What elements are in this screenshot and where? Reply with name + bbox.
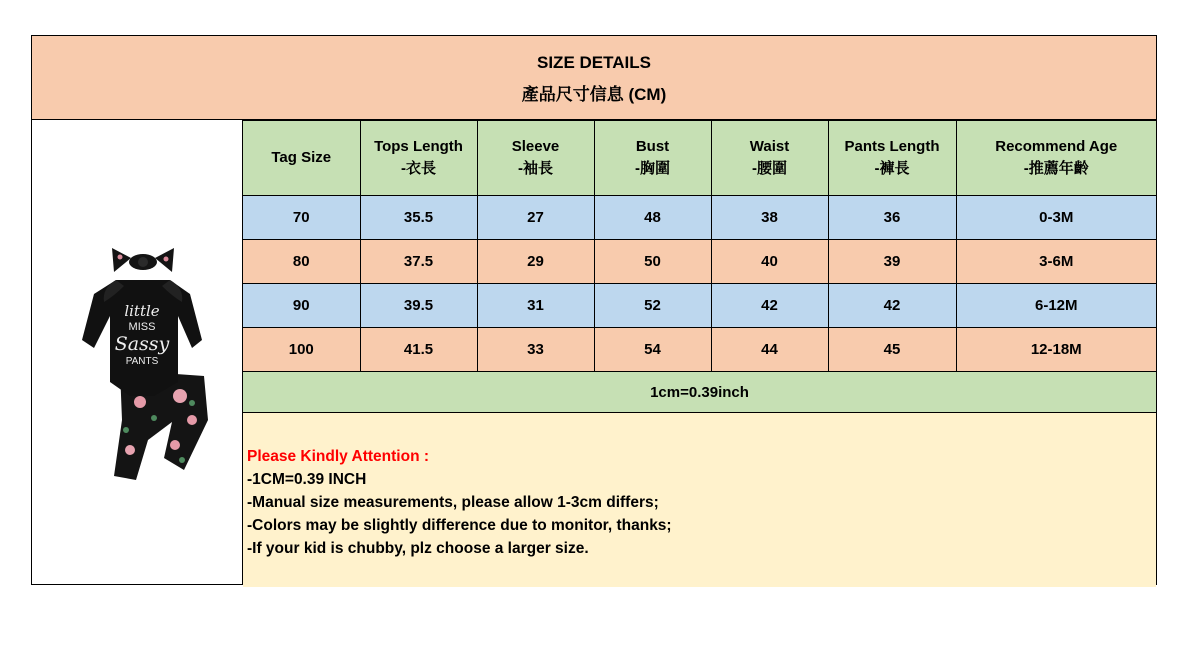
column-header: Pants Length -褲長 bbox=[828, 121, 956, 196]
shirt-text-pants: PANTS bbox=[125, 356, 159, 367]
table-cell: 54 bbox=[594, 328, 711, 372]
note-line: -If your kid is chubby, plz choose a larger size. bbox=[247, 540, 589, 557]
table-cell: 100 bbox=[243, 328, 360, 372]
table-cell: 36 bbox=[828, 196, 956, 240]
table-cell: 27 bbox=[477, 196, 594, 240]
column-header: Recommend Age -推薦年齡 bbox=[956, 121, 1156, 196]
size-chart-frame bbox=[31, 35, 1157, 585]
table-cell: 39 bbox=[828, 240, 956, 284]
table-cell: 44 bbox=[711, 328, 828, 372]
table-cell: 52 bbox=[594, 284, 711, 328]
conversion-row bbox=[243, 372, 1156, 413]
table-cell: 29 bbox=[477, 240, 594, 284]
table-cell: 35.5 bbox=[360, 196, 477, 240]
table-cell: 45 bbox=[828, 328, 956, 372]
column-header: Tag Size bbox=[243, 121, 360, 196]
outfit-illustration bbox=[32, 120, 242, 584]
table-cell: 70 bbox=[243, 196, 360, 240]
column-header: Sleeve -袖長 bbox=[477, 121, 594, 196]
column-header: Tops Length -衣長 bbox=[360, 121, 477, 196]
table-cell: 48 bbox=[594, 196, 711, 240]
table-cell: 50 bbox=[594, 240, 711, 284]
shirt-text-little: little bbox=[124, 302, 160, 320]
table-cell: 12-18M bbox=[956, 328, 1156, 372]
size-table bbox=[243, 120, 1156, 587]
conversion-note: 1cm=0.39inch bbox=[243, 372, 1156, 413]
product-image bbox=[32, 120, 243, 584]
table-cell: 80 bbox=[243, 240, 360, 284]
table-cell: 3-6M bbox=[956, 240, 1156, 284]
table-row bbox=[243, 284, 1156, 328]
table-cell: 6-12M bbox=[956, 284, 1156, 328]
attention-title: Please Kindly Attention : bbox=[247, 448, 430, 465]
table-cell: 42 bbox=[828, 284, 956, 328]
table-cell: 31 bbox=[477, 284, 594, 328]
headband-icon bbox=[112, 248, 174, 272]
note-line: -1CM=0.39 INCH bbox=[247, 471, 367, 488]
notes-cell bbox=[243, 413, 1156, 588]
size-chart-header bbox=[32, 36, 1156, 120]
table-cell: 40 bbox=[711, 240, 828, 284]
table-row bbox=[243, 196, 1156, 240]
table-cell: 90 bbox=[243, 284, 360, 328]
table-cell: 39.5 bbox=[360, 284, 477, 328]
shirt-text-sassy: Sassy bbox=[114, 333, 170, 355]
table-row bbox=[243, 328, 1156, 372]
chart-subtitle: 產品尺寸信息 (CM) bbox=[521, 85, 667, 104]
table-cell: 0-3M bbox=[956, 196, 1156, 240]
table-header-row bbox=[243, 121, 1156, 196]
table-cell: 41.5 bbox=[360, 328, 477, 372]
column-header: Waist -腰圍 bbox=[711, 121, 828, 196]
note-line: -Colors may be slightly difference due to monitor, thanks; bbox=[247, 517, 672, 534]
shirt-text-miss: MISS bbox=[128, 321, 156, 333]
chart-title: SIZE DETAILS bbox=[537, 53, 651, 72]
table-cell: 42 bbox=[711, 284, 828, 328]
table-cell: 38 bbox=[711, 196, 828, 240]
table-cell: 37.5 bbox=[360, 240, 477, 284]
table-row bbox=[243, 240, 1156, 284]
note-line: -Manual size measurements, please allow 1-3cm differs; bbox=[247, 494, 659, 511]
column-header: Bust -胸圍 bbox=[594, 121, 711, 196]
table-cell: 33 bbox=[477, 328, 594, 372]
notes-row bbox=[243, 413, 1156, 588]
attention-notes bbox=[243, 413, 1156, 560]
